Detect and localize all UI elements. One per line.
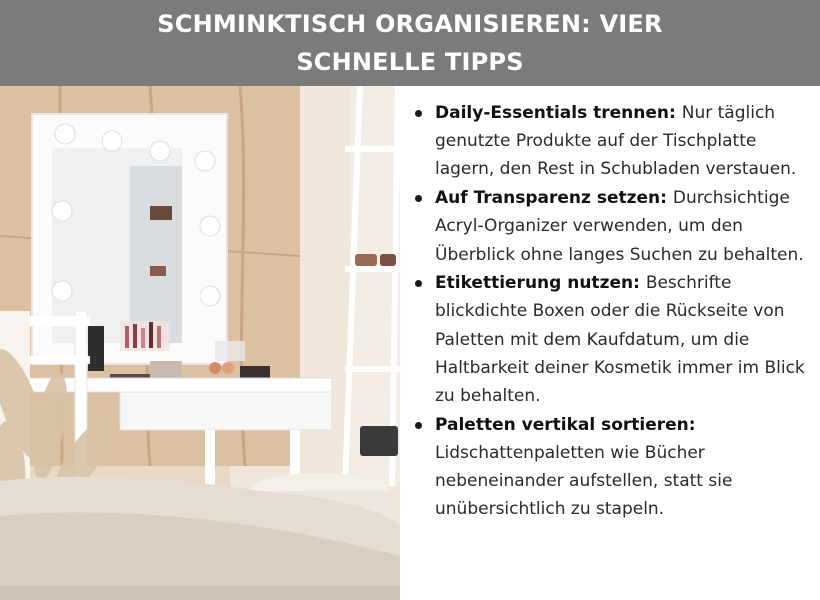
tip-text: Durchsichtige Acryl-Organizer verwenden, um den Überblick ohne langes Suchen zu behalten.	[435, 188, 804, 265]
list-item	[406, 269, 814, 410]
tip-title: Etikettierung nutzen:	[435, 273, 646, 294]
tip-title: Daily-Essentials trennen:	[435, 103, 682, 123]
tips-list	[406, 99, 814, 524]
vanity-table-photo	[0, 86, 400, 600]
bullet-icon	[415, 422, 422, 429]
tip-text: Nur täglich genutzte Produkte auf der Tischplatte lagern, den Rest in Schubladen verstauen.	[435, 103, 797, 180]
page-title: SCHMINKTISCH ORGANISIEREN: VIER SCHNELLE TIPPS	[157, 10, 663, 76]
tip-text: Beschrifte blickdichte Boxen oder die Rückseite von Paletten mit dem Kaufdatum, um die Haltbarkeit deiner Kosmetik immer im Blick zu behalten.	[435, 273, 805, 407]
list-item	[406, 184, 814, 269]
list-item	[406, 411, 814, 524]
tip-title: Paletten vertikal sortieren:	[435, 414, 696, 435]
tip-title: Auf Transparenz setzen:	[435, 188, 673, 209]
tip-text: Lidschattenpaletten wie Bücher nebeneinander aufstellen, statt sie unübersichtlich zu stapeln.	[435, 442, 733, 520]
bullet-icon	[415, 280, 422, 287]
title-banner	[0, 0, 820, 86]
bullet-icon	[415, 110, 422, 117]
bullet-icon	[415, 195, 422, 202]
list-item	[406, 99, 814, 184]
